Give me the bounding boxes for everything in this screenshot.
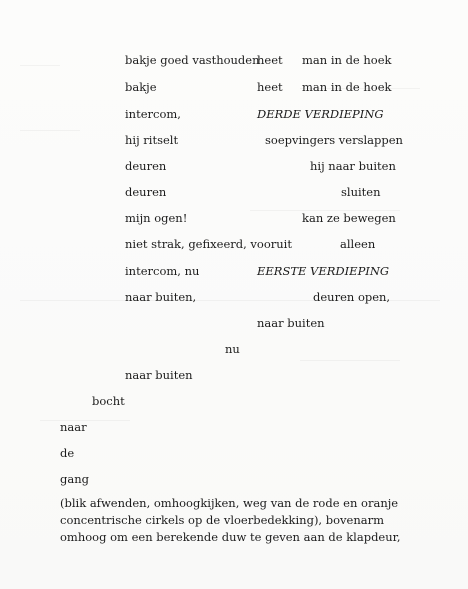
line-5-right: hij naar buiten <box>310 159 396 173</box>
line-2-left: bakje <box>125 80 157 94</box>
line-9-left: intercom, nu <box>125 264 200 278</box>
line-10-right: deuren open, <box>313 290 391 304</box>
line-6-left: deuren <box>125 185 167 199</box>
line-8-right: alleen <box>340 237 376 251</box>
line-7-right: kan ze bewegen <box>302 211 396 225</box>
line-7-left: mijn ogen! <box>125 211 188 225</box>
line-8-left: niet strak, gefixeerd, vooruit <box>125 237 292 251</box>
bleed-mark <box>20 65 60 66</box>
line-3-right: DERDE VERDIEPING <box>257 107 384 121</box>
line-1-right: man in de hoek <box>302 53 392 67</box>
bleed-mark <box>20 130 80 131</box>
line-9-right: EERSTE VERDIEPING <box>257 264 390 278</box>
line-2-right: man in de hoek <box>302 80 392 94</box>
line-10-left: naar buiten, <box>125 290 197 304</box>
line-11-center: naar buiten <box>257 316 325 330</box>
line-17-left: gang <box>60 472 89 486</box>
line-1-left: bakje goed vasthouden <box>125 53 260 67</box>
bleed-mark <box>300 360 400 361</box>
line-4-left: hij ritselt <box>125 133 179 147</box>
line-2-mid: heet <box>257 80 283 94</box>
line-16-left: de <box>60 446 75 460</box>
body-paragraph: (blik afwenden, omhoogkijken, weg van de rode en oranje concentrische cirkels op de vloerbedekking), bovenarm omhoog om een berekende duw te geven aan de klapdeur, <box>60 496 401 544</box>
line-3-left: intercom, <box>125 107 181 121</box>
line-5-left: deuren <box>125 159 167 173</box>
line-15-left: naar <box>60 420 87 434</box>
line-1-mid: heet <box>257 53 283 67</box>
line-4-right: soepvingers verslappen <box>265 133 403 147</box>
line-13-left: naar buiten <box>125 368 193 382</box>
line-6-right: sluiten <box>341 185 381 199</box>
line-14-left: bocht <box>92 394 125 408</box>
line-12-center: nu <box>225 342 240 356</box>
